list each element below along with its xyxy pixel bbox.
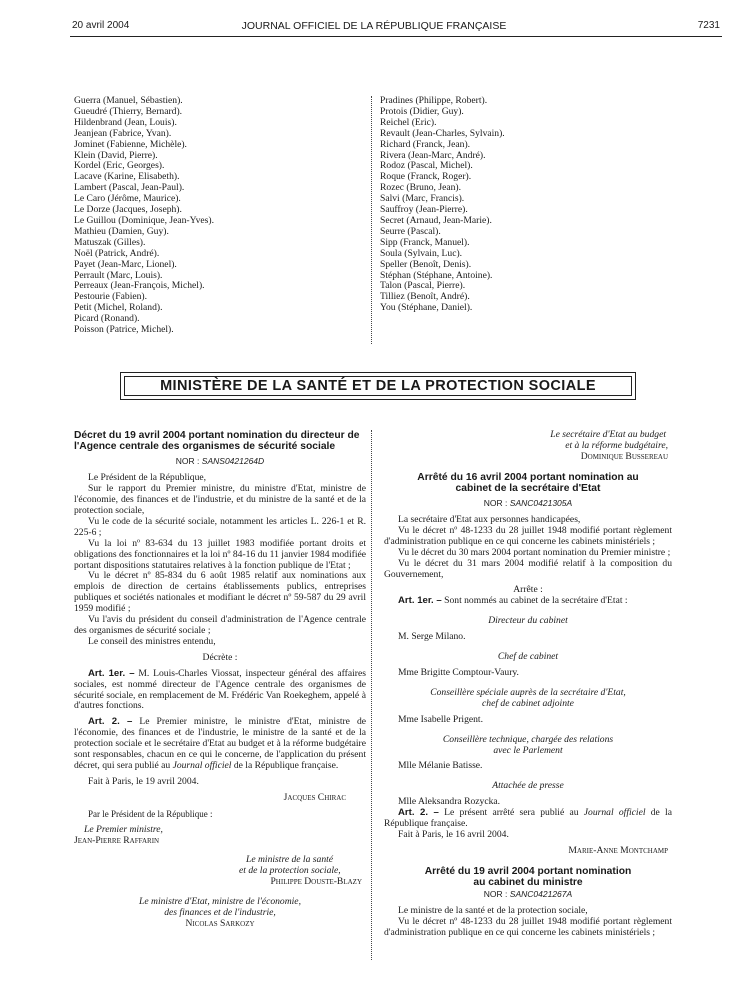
name-entry: Revault (Jean-Charles, Sylvain). (380, 127, 505, 139)
name-entry: Lambert (Pascal, Jean-Paul). (74, 182, 185, 194)
name-entry: Le Caro (Jérôme, Maurice). (74, 193, 181, 205)
paragraph: La secrétaire d'Etat aux personnes handicapées, (398, 514, 581, 526)
arrete2-nor (384, 889, 672, 900)
name-entry: Le Dorze (Jacques, Joseph). (74, 204, 182, 216)
name-entry: Salvi (Marc, Francis). (380, 193, 465, 205)
person: Mme Brigitte Comptour-Vaury. (398, 667, 519, 678)
sante-title: Le ministre de la santé (246, 854, 334, 866)
article-1 (384, 596, 672, 607)
article-text: Le Premier ministre, le ministre d'Etat, ministre de l'économie, des finances et de l'industrie, le ministre de la santé et de la protection sociale et le secrétaire d'Etat au budget et à la réforme budgétaire sont responsables, chacun en ce qui le concerne, de l'application du présent décret, qui sera publié au (74, 716, 366, 771)
paragraph: Le Président de la République, (88, 472, 207, 484)
paragraph: Vu le décret du 30 mars 2004 portant nomination du Premier ministre ; (398, 546, 671, 558)
signature-chirac: Jacques Chirac (283, 791, 346, 803)
fait-line: Fait à Paris, le 19 avril 2004. (88, 775, 199, 787)
name-entry: Gueudré (Thierry, Bernard). (74, 105, 183, 117)
article-text: Sont nommés au cabinet de la secrétaire d'Etat : (444, 595, 628, 607)
name-entry: Reichel (Eric). (380, 116, 437, 128)
article-text: de la République française. (231, 759, 339, 771)
name-entry: Rozec (Bruno, Jean). (380, 182, 461, 194)
name-entry: Protois (Didier, Guy). (380, 105, 464, 117)
decret-nor (74, 456, 366, 467)
page-header (0, 20, 748, 36)
name-entry: Kordel (Eric, Georges). (74, 160, 165, 172)
person: Mlle Aleksandra Rozycka. (398, 796, 501, 808)
role: Directeur du cabinet (488, 615, 568, 627)
eco-title: des finances et de l'industrie, (164, 907, 276, 919)
name-entry: Petit (Michel, Roland). (74, 302, 163, 314)
arrete1-nor (384, 498, 672, 509)
name-entry: Noël (Patrick, André). (74, 247, 160, 259)
name-entry: Roque (Franck, Roger). (380, 171, 472, 183)
par-le-president: Par le Président de la République : (88, 808, 213, 819)
person: Mme Isabelle Prigent. (398, 713, 483, 725)
budget-name: Dominique Bussereau (580, 450, 668, 462)
role: Chef de cabinet (497, 651, 559, 663)
nor-code: SANC0421267A (509, 889, 573, 900)
person: M. Serge Milano. (398, 631, 466, 643)
article-text: de la République française. (384, 807, 672, 830)
article-2 (74, 717, 366, 772)
name-entry: You (Stéphane, Daniel). (380, 302, 473, 314)
role: chef de cabinet adjointe (482, 697, 574, 709)
arrete2-title: Arrêté du 19 avril 2004 portant nomination au cabinet du ministre (424, 865, 632, 888)
sante-name: Philippe Douste-Blazy (270, 876, 362, 888)
name-entry: Le Guillou (Dominique, Jean-Yves). (74, 214, 214, 226)
name-entry: Secret (Arnaud, Jean-Marie). (380, 214, 492, 226)
name-entry: Lacave (Karine, Elisabeth). (74, 171, 180, 183)
name-entry: Perrault (Marc, Louis). (74, 269, 163, 281)
article-text: M. Louis-Charles Viossat, inspecteur général des affaires sociales, est nommé directeur de l'Agence centrale des organismes de sécurité sociale, en remplacement de M. Frédéric Van Roekeghem, appelé à d'autres fonctions. (74, 667, 366, 712)
article-label: Art. 2. – (398, 807, 439, 819)
paragraph: Sur le rapport du Premier ministre, du ministre d'Etat, ministre de l'économie, des finances et de l'industrie, et du ministre de la santé et de la protection sociale, (74, 483, 366, 517)
name-entry: Poisson (Patrice, Michel). (74, 324, 174, 336)
pm-name: Jean-Pierre Raffarin (74, 834, 160, 846)
article-2 (384, 808, 672, 830)
name-entry: Guerra (Manuel, Sébastien). (74, 95, 183, 106)
name-entry: Talon (Pascal, Pierre). (380, 280, 466, 292)
decret-title: Décret du 19 avril 2004 portant nomination du directeur de l'Agence centrale des organismes de sécurité sociale (74, 430, 360, 453)
name-entry: Perreaux (Jean-François, Michel). (74, 280, 205, 292)
budget-title: Le secrétaire d'Etat au budget (550, 429, 666, 440)
name-entry: Pradines (Philippe, Robert). (380, 95, 488, 106)
paragraph: Le ministre de la santé et de la protection sociale, (398, 905, 588, 917)
journal-name: Journal officiel (172, 759, 232, 771)
nor-code: SANC0421305A (509, 498, 573, 509)
article-1 (74, 669, 366, 713)
name-entry: Matuszak (Gilles). (74, 236, 146, 248)
article-text: Le présent arrêté sera publié au (444, 807, 584, 819)
paragraph: Vu l'avis du président du conseil d'administration de l'Agence centrale des organismes de sécurité sociale ; (74, 614, 366, 636)
arrete-label: Arrête : (513, 584, 543, 596)
ministry-banner (120, 372, 636, 400)
signature-montchamp: Marie-Anne Montchamp (568, 844, 668, 856)
name-entry: Hildenbrand (Jean, Louis). (74, 116, 177, 128)
name-entry: Sipp (Franck, Manuel). (380, 236, 470, 248)
role: avec le Parlement (493, 744, 563, 756)
eco-title: Le ministre d'Etat, ministre de l'économie, (139, 896, 301, 908)
nor-label: NOR : (483, 889, 508, 900)
article-label: Art. 2. – (88, 716, 133, 728)
paragraph: Vu le décret nº 48-1233 du 28 juillet 1948 modifié portant règlement d'administration publique en ce qui concerne les cabinets ministériels ; (384, 524, 672, 547)
sante-title: et de la protection sociale, (239, 865, 341, 877)
nor-label: NOR : (483, 498, 508, 509)
name-entry: Sauffroy (Jean-Pierre). (380, 204, 468, 216)
name-entry: Rodoz (Pascal, Michel). (380, 160, 473, 172)
journal-name: Journal officiel (583, 807, 646, 819)
name-entry: Picard (Ronand). (74, 313, 140, 325)
header-date: 20 avril 2004 (72, 20, 130, 31)
name-entry: Stéphan (Stéphane, Antoine). (380, 269, 493, 281)
paragraph: Le conseil des ministres entendu, (88, 635, 216, 647)
decret-column (74, 430, 366, 930)
person: Mlle Mélanie Batisse. (398, 760, 483, 772)
nor-label: NOR : (175, 456, 200, 467)
paragraph: Vu le code de la sécurité sociale, notamment les articles L. 226-1 et R. 225-6 ; (74, 515, 366, 538)
name-entry: Klein (David, Pierre). (74, 149, 158, 161)
role: Conseillère technique, chargée des relations (442, 733, 614, 745)
names-list-right (380, 96, 670, 314)
decrete-label: Décrète : (202, 651, 238, 663)
fait-line: Fait à Paris, le 16 avril 2004. (398, 828, 509, 840)
column-divider (371, 430, 372, 960)
name-entry: Tilliez (Benoît, André). (380, 291, 470, 303)
pm-title: Le Premier ministre, (84, 823, 163, 835)
arrete-column (384, 430, 672, 939)
name-entry: Mathieu (Damien, Guy). (74, 225, 169, 237)
name-entry: Jominet (Fabienne, Michèle). (74, 138, 187, 150)
ministry-title: MINISTÈRE DE LA SANTÉ ET DE LA PROTECTION SOCIALE (124, 376, 632, 396)
name-entry: Jeanjean (Fabrice, Yvan). (74, 127, 172, 139)
name-entry: Speller (Benoît, Denis). (380, 258, 472, 270)
name-entry: Pestourie (Fabien). (74, 291, 148, 303)
role: Conseillère spéciale auprès de la secrétaire d'Etat, (430, 686, 626, 698)
paragraph: Vu le décret du 31 mars 2004 modifié relatif à la composition du Gouvernement, (384, 557, 672, 580)
name-entry: Seurre (Pascal). (380, 225, 441, 237)
journal-title: JOURNAL OFFICIEL DE LA RÉPUBLIQUE FRANÇAISE (241, 20, 507, 32)
arrete1-title: Arrêté du 16 avril 2004 portant nomination au cabinet de la secrétaire d'Etat (417, 471, 639, 494)
column-divider (371, 96, 372, 344)
article-label: Art. 1er. – (88, 667, 135, 679)
eco-name: Nicolas Sarkozy (185, 917, 255, 929)
names-list-left (74, 96, 364, 336)
paragraph: Vu le décret nº 48-1233 du 28 juillet 1948 modifié portant règlement d'administration publique en ce qui concerne les cabinets ministériels ; (384, 916, 672, 938)
name-entry: Rivera (Jean-Marc, André). (380, 149, 486, 161)
name-entry: Richard (Franck, Jean). (380, 138, 471, 150)
article-label: Art. 1er. – (398, 595, 442, 607)
role: Attachée de presse (492, 780, 564, 792)
nor-code: SANS0421264D (201, 456, 265, 467)
page-number: 7231 (697, 20, 720, 31)
name-entry: Soula (Sylvain, Luc). (380, 247, 463, 259)
paragraph: Vu la loi nº 83-634 du 13 juillet 1983 modifiée portant droits et obligations des fonctionnaires et la loi nº 84-16 du 11 janvier 1984 modifiée portant dispositions statutaires relatives à la fonction publique de l'Etat ; (74, 537, 366, 571)
header-rule (70, 36, 722, 37)
paragraph: Vu le décret nº 85-834 du 6 août 1985 relatif aux nominations aux emplois de direction de certains établissements publics, entreprises publiques et sociétés nationales et modifiant le décret nº 59-587 du 29 avril 1959 modifié ; (74, 570, 366, 615)
budget-title: et à la réforme budgétaire, (565, 439, 668, 451)
name-entry: Payet (Jean-Marc, Lionel). (74, 258, 177, 270)
